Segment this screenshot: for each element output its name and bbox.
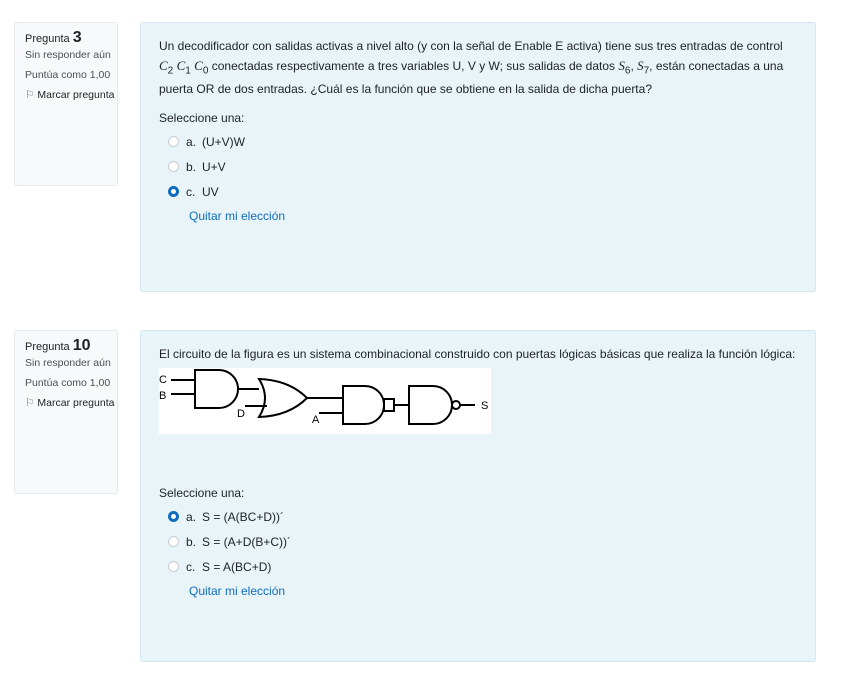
output-label-s: S [481, 400, 489, 412]
select-one-prompt: Seleccione una: [159, 486, 245, 500]
question-text: Un decodificador con salidas activas a nivel alto (y con la señal de Enable E activa) tiene sus tres entradas de control $C_2$ $C_1$ $C_0$ conectadas respectivamente a tres variables U, V y W; sus salidas de datos $S_6$, $S_7$, están conectadas a una puerta OR de dos entradas. ¿Cuál es la función que se obtiene en la salida de dicha puerta? [159, 39, 784, 97]
and-gate-1 [195, 370, 238, 408]
question-info-10 [14, 330, 118, 494]
question-text: El circuito de la figura es un sistema combinacional construido con puertas lógicas básicas que realiza la función lógica: [159, 347, 796, 361]
or-gate [259, 379, 307, 417]
question-grade: Puntúa como 1,00 [25, 69, 111, 81]
input-label-b: B [159, 390, 167, 402]
flag-icon: ⚐ [25, 89, 35, 101]
answer-option-b[interactable]: b. S = (A+D(B+C))´ [159, 529, 797, 554]
clear-choice-link[interactable]: Quitar mi elección [189, 584, 286, 598]
logic-circuit-figure [159, 368, 491, 434]
input-label-c: C [159, 374, 167, 386]
question-content-3 [140, 22, 816, 292]
answer-option-c[interactable]: c. S = A(BC+D) [159, 554, 797, 579]
flag-question-link[interactable]: ⚐ Marcar pregunta [25, 397, 115, 409]
answer-option-a[interactable]: a. S = (A(BC+D))´ [159, 504, 797, 529]
radio-button[interactable] [168, 161, 179, 172]
question-info-3 [14, 22, 118, 186]
inverter-bubble [452, 401, 460, 409]
answer-option-b[interactable]: b. U+V [159, 154, 797, 179]
connector-square [384, 399, 394, 411]
question-state: Sin responder aún [25, 357, 111, 369]
radio-button[interactable] [168, 561, 179, 572]
logic-circuit-diagram [159, 368, 491, 434]
question-grade: Puntúa como 1,00 [25, 377, 111, 389]
flag-question-link[interactable]: ⚐ Marcar pregunta [25, 89, 115, 101]
select-one-prompt: Seleccione una: [159, 111, 245, 126]
and-gate-2 [343, 386, 384, 424]
answer-option-a[interactable]: a. (U+V)W [159, 129, 797, 154]
flag-icon: ⚐ [25, 397, 35, 409]
question-number: Pregunta 3 [25, 29, 82, 46]
input-label-a: A [312, 414, 320, 426]
radio-button[interactable] [168, 536, 179, 547]
radio-button-selected[interactable] [168, 511, 179, 522]
radio-button[interactable] [168, 136, 179, 147]
and-gate-3 [409, 386, 452, 424]
question-number: Pregunta 10 [25, 337, 91, 354]
clear-choice-link[interactable]: Quitar mi elección [189, 209, 286, 224]
radio-button-selected[interactable] [168, 186, 179, 197]
input-label-d: D [237, 408, 245, 420]
question-content-10 [140, 330, 816, 662]
answer-option-c[interactable]: c. UV [159, 179, 797, 204]
question-state: Sin responder aún [25, 49, 111, 61]
